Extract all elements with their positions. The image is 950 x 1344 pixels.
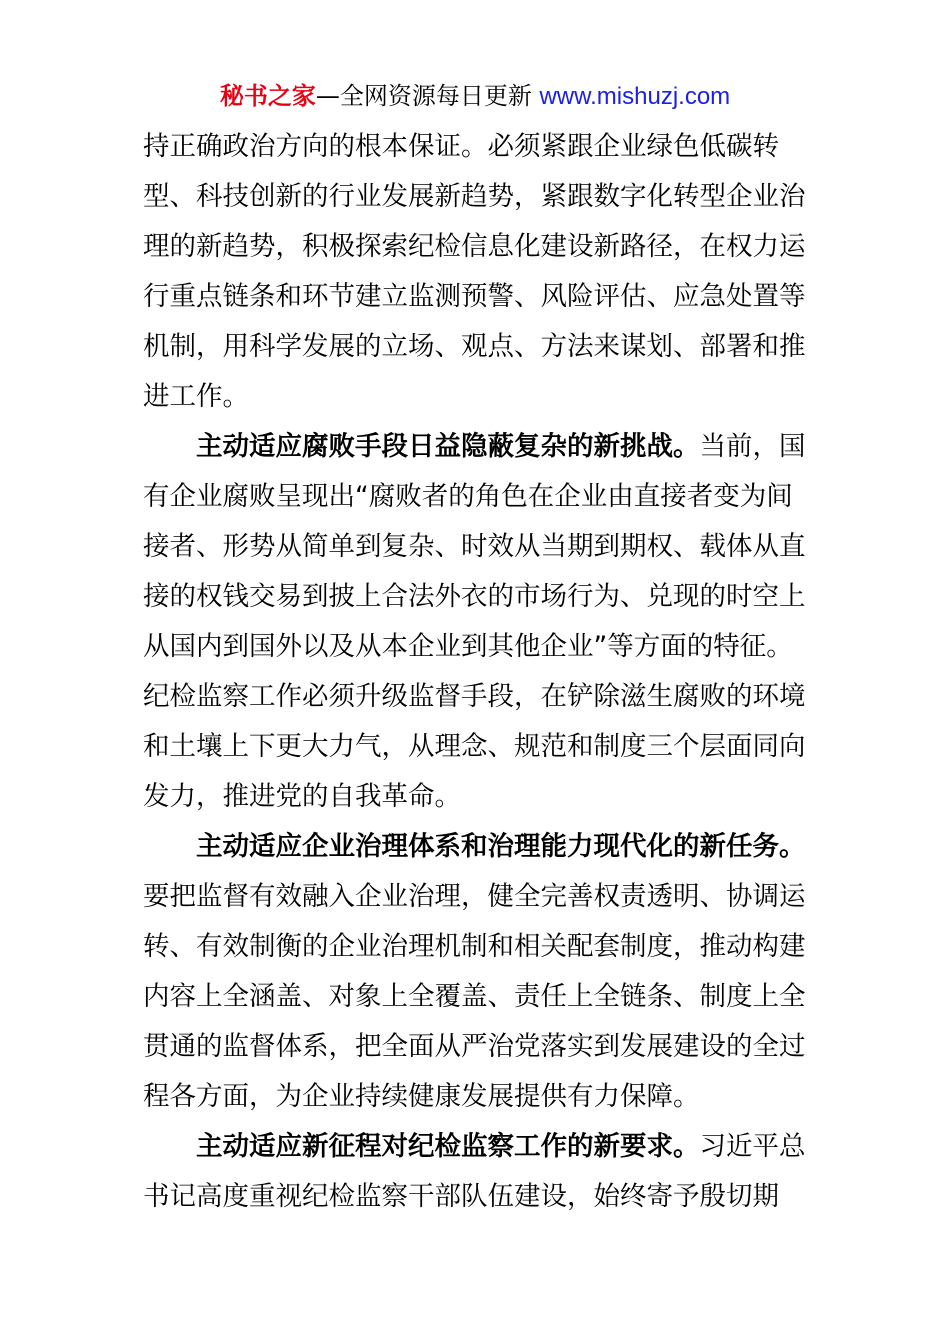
text-line: 发力，推进党的自我革命。 [143,781,461,812]
site-header [0,80,950,113]
text-run: 习近平总 [699,1131,806,1162]
text-line: 接的权钱交易到披上合法外衣的市场行为、兑现的时空上 [143,581,806,612]
text-run: 当前，国 [699,431,806,462]
text-line: 持正确政治方向的根本保证。必须紧跟企业绿色低碳转 [143,131,779,162]
text-line: 进工作。 [143,381,249,412]
brand-name: 秘书之家 [219,82,316,110]
section-heading: 主动适应新征程对纪检监察工作的新要求。 [196,1131,700,1162]
text-line: 和土壤上下更大力气，从理念、规范和制度三个层面同向 [143,731,806,762]
text-line: 行重点链条和环节建立监测预警、风险评估、应急处置等 [143,281,806,312]
paragraph-first-line [143,422,808,472]
paragraph-first-line [143,822,808,872]
paragraph-first-line [143,1122,808,1172]
text-line: 纪检监察工作必须升级监督手段，在铲除滋生腐败的环境 [143,681,806,712]
document-body [143,122,808,1222]
text-line: 从国内到国外以及从本企业到其他企业”等方面的特征。 [143,631,793,662]
text-line: 要把监督有效融入企业治理，健全完善权责透明、协调运 [143,881,806,912]
header-tagline: —全网资源每日更新 [315,82,540,110]
text-line: 理的新趋势，积极探索纪检信息化建设新路径，在权力运 [143,231,806,262]
text-line: 程各方面，为企业持续健康发展提供有力保障。 [143,1081,700,1112]
text-line: 贯通的监督体系，把全面从严治党落实到发展建设的全过 [143,1031,806,1062]
site-url-link[interactable]: www.mishuzj.com [539,83,731,110]
section-heading: 主动适应腐败手段日益隐蔽复杂的新挑战。 [196,431,700,462]
text-line: 有企业腐败呈现出“腐败者的角色在企业由直接者变为间 [143,481,793,512]
text-line: 接者、形势从简单到复杂、时效从当期到期权、载体从直 [143,531,806,562]
text-line: 书记高度重视纪检监察干部队伍建设，始终寄予殷切期 [143,1181,779,1212]
text-line: 内容上全涵盖、对象上全覆盖、责任上全链条、制度上全 [143,981,806,1012]
text-line: 转、有效制衡的企业治理机制和相关配套制度，推动构建 [143,931,806,962]
text-line: 机制，用科学发展的立场、观点、方法来谋划、部署和推 [143,331,806,362]
section-heading: 主动适应企业治理体系和治理能力现代化的新任务。 [196,831,806,862]
text-line: 型、科技创新的行业发展新趋势，紧跟数字化转型企业治 [143,181,806,212]
